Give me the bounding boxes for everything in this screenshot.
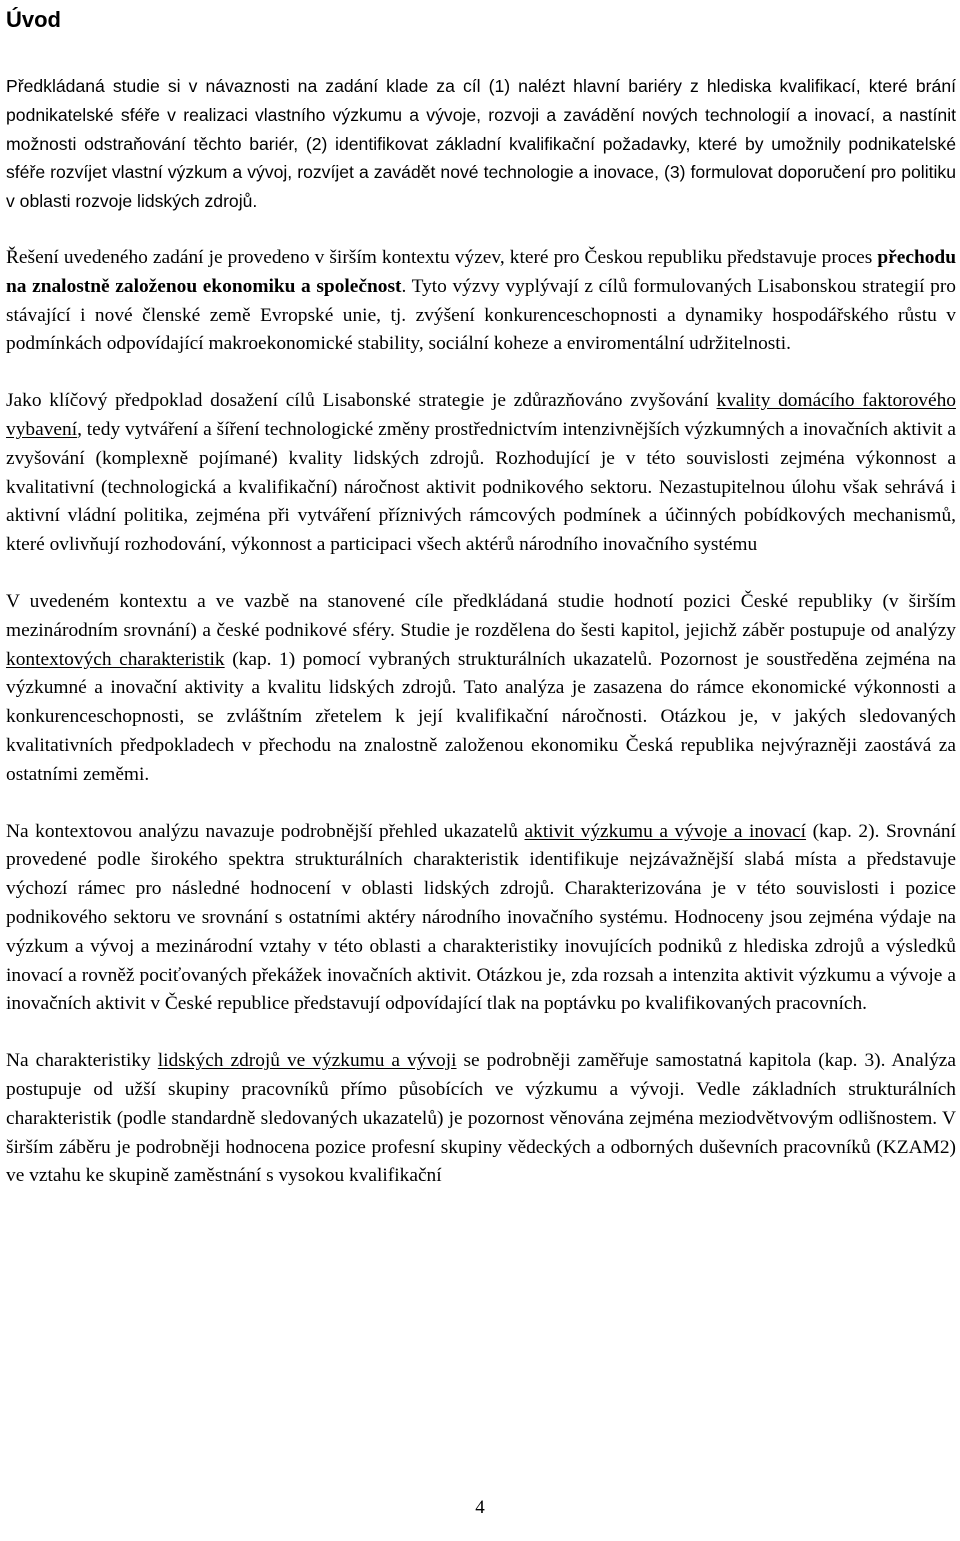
paragraph-rd-indicators (6, 818, 956, 1020)
paragraph-text: Na kontextovou analýzu navazuje podrobnější přehled ukazatelů (6, 820, 525, 842)
underlined-term: lidských zdrojů ve výzkumu a vývoji (157, 1050, 457, 1072)
paragraph-human-resources (6, 1047, 956, 1191)
underlined-term: aktivit výzkumu a vývoje a inovací (524, 820, 807, 842)
paragraph-goals: Předkládaná studie si v návaznosti na zadání klade za cíl (1) nalézt hlavní bariéry z hlediska kvalifikací, které brání podnikatelské sféře v realizaci vlastního výzkumu a vývoje, rozvoji a zavádění nových technologií a inovací, a nastínit možnosti odstraňování těchto bariér, (2) identifikovat základní kvalifikační požadavky, které by umožnily podnikatelské sféře rozvíjet vlastní výzkum a vývoj, rozvíjet a zavádět nové technologie a inovace, (3) formulovat doporučení pro politiku v oblasti rozvoje lidských zdrojů. (6, 76, 956, 212)
paragraph-text: Řešení uvedeného zadání je provedeno v širším kontextu výzev, které pro Českou republiku představuje proces (6, 246, 878, 268)
paragraph-structure (6, 588, 956, 790)
paragraph-text: (kap. 2). Srovnání provedené podle širokého spektra strukturálních charakteristik identifikuje nejzávažnější slabá místa a představuje výchozí rámec pro následné hodnocení v oblasti lidských zdrojů. Charakterizována je v této souvislosti i pozice podnikového sektoru ve srovnání s ostatními aktéry národního inovačního systému. Hodnoceny jsou zejména výdaje na výzkum a vývoj a mezinárodní vztahy v této oblasti a charakteristiky inovujících podniků z hlediska zdrojů a výsledků inovací a rovněž pociťovaných překážek inovačních aktivit. Otázkou je, zda rozsah a intenzita aktivit výzkumu a vývoje a inovačních aktivit v České republice představují odpovídající tlak na poptávku po kvalifikovaných pracovních. (6, 820, 956, 1015)
paragraph-text: , tedy vytváření a šíření technologické změny prostřednictvím intenzivnějších výzkumných a inovačních aktivit a zvyšování (komplexně pojímané) kvality lidských zdrojů. Rozhodující je v této souvislosti zejména výkonnost a kvalitativní (technologická a kvalifikační) náročnost aktivit podnikového sektoru. Nezastupitelnou úlohu však sehrává i aktivní vládní politika, zejména při vytváření příznivých rámcových podmínek a účinných pobídkových mechanismů, které ovlivňují rozhodování, výkonnost a participaci všech aktérů národního inovačního systému (6, 418, 956, 556)
underlined-term: kontextových charakteristik (6, 648, 225, 670)
page-number: 4 (475, 1497, 485, 1518)
paragraph-text: se podrobněji zaměřuje samostatná kapitola (kap. 3). Analýza postupuje od užší skupiny pracovníků přímo působících ve výzkumu a vývoji. Vedle základních strukturálních charakteristik (podle standardně sledovaných ukazatelů) je pozornost věnována zejména meziodvětvovým odlišnostem. V širším záběru je podrobněji hodnocena pozice profesní skupiny vědeckých a odborných duševních pracovníků (KZAM2) ve vztahu ke skupině zaměstnání s vysokou kvalifikační (6, 1050, 956, 1187)
paragraph-context (6, 244, 956, 359)
paragraph-text: V uvedeném kontextu a ve vazbě na stanovené cíle předkládaná studie hodnotí pozici České republiky (v širším mezinárodním srovnání) a české podnikové sféry. Studie je rozdělena do šesti kapitol, jejichž záběr postupuje od analýzy (6, 590, 956, 641)
paragraph-text: Na charakteristiky (6, 1050, 158, 1072)
paragraph-text: . Tyto výzvy vyplývají z cílů formulovaných Lisabonskou strategií pro stávající i nové členské země Evropské unie, tj. zvýšení konkurenceschopnosti a dynamiky hospodářského růstu v podmínkách odpovídající makroekonomické stability, sociální koheze a enviromentální udržitelnosti. (6, 275, 957, 355)
paragraph-lisbon (6, 387, 956, 560)
paragraph-text: Jako klíčový předpoklad dosažení cílů Lisabonské strategie je zdůrazňováno zvyšování (6, 390, 717, 412)
underlined-term: kvality domácího faktorového vybavení (6, 390, 956, 440)
paragraph-text: (kap. 1) pomocí vybraných strukturálních ukazatelů. Pozornost je soustředěna zejména na výzkumné a inovační aktivity a kvalitu lidských zdrojů. Tato analýza je zasazena do rámce ekonomické výkonnosti a konkurenceschopnosti, se zvláštním zřetelem k její kvalifikační náročnosti. Otázkou je, v jakých sledovaných kvalitativních předpokladech v přechodu na znalostně založenou ekonomiku Česká republika nejvýrazněji zaostává za ostatními zeměmi. (6, 648, 957, 785)
bold-emphasis: přechodu na znalostně založenou ekonomiku a společnost (6, 246, 956, 297)
section-heading: Úvod (6, 7, 61, 32)
